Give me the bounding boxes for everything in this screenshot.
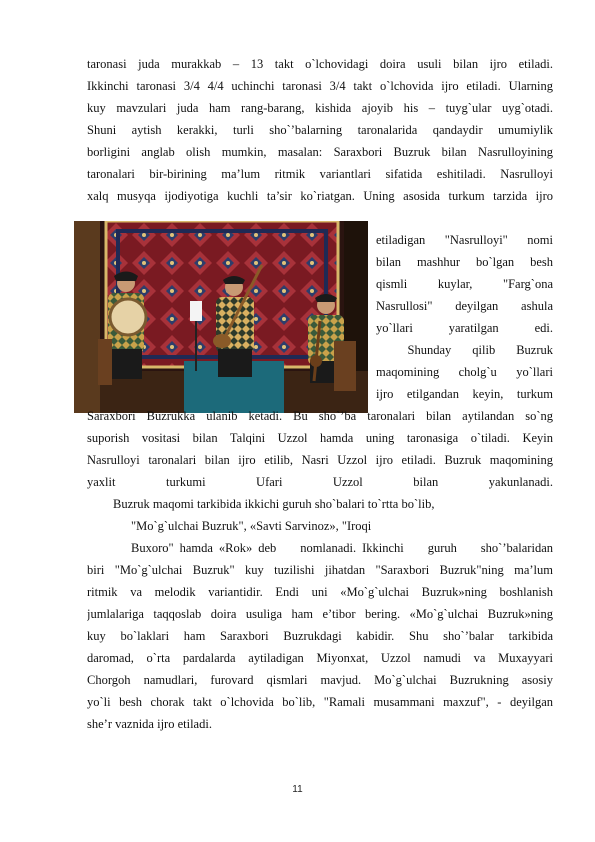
paragraph-line: ijro etilgandan keyin, turkum: [376, 387, 553, 401]
paragraph-line: maqomining cholg`u yo`llari: [376, 365, 553, 379]
paragraph-line: kuy mavzulari juda ham rang-barang, kishida ajoyib his – tuyg`ular uyg`otadi.: [87, 101, 553, 115]
page-number: 11: [292, 784, 303, 795]
paragraph-line: yaxlit turkumi Ufari Uzzol bilan yakunlanadi.: [87, 475, 553, 489]
paragraph-line: Nasrulloyi taronalari bilan ijro etilib, Nasri Uzzol ijro etiladi. Buzruk maqomining: [87, 453, 553, 467]
paragraph-line: ritmik va melodik variantidir. Endi uni «Mo`g`ulchai Buzruk»ning boshlanish: [87, 585, 553, 599]
paragraph-line: taronalari bir-birining ma’lum ritmik variantlari sifatida eshitiladi. Nasrulloyi: [87, 167, 553, 181]
paragraph-line: yo`llari yaratilgan edi.: [376, 321, 553, 335]
paragraph-line: xalq musyqa ijodiyotiga kuchli ta’sir ko`riatgan. Uning asosida turkum tarzida ijro: [87, 189, 553, 203]
paragraph-line: Ikkinchi taronasi 3/4 4/4 uchinchi taronasi 3/4 takt o`lchovida ijro etiladi. Ularning: [87, 79, 553, 93]
paragraph-line: "Mo`g`ulchai Buzruk", «Savti Sarvinoz», "Iroqi: [131, 519, 372, 533]
paragraph-line: she’r vaznida ijro etiladi.: [87, 717, 212, 731]
paragraph-line: kuy bo`laklari ham Saraxbori Buzrukdagi kabidir. Shu sho`’balar tarkibida: [87, 629, 553, 643]
paragraph-line: Shunday qilib Buzruk: [376, 343, 553, 357]
paragraph-line: Shuni aytish kerakki, turli sho`’balarning taronalarida qandaydir umumiylik: [87, 123, 553, 137]
paragraph-line: taronasi juda murakkab – 13 takt o`lchovidagi doira usuli bilan ijro etiladi.: [87, 57, 553, 71]
paragraph-line: etiladigan "Nasrulloyi" nomi: [376, 233, 553, 247]
paragraph-line: qismli kuylar, "Farg`ona: [376, 277, 553, 291]
paragraph-line: borligini anglab olish mumkin, masalan: Saraxbori Buzruk bilan Nasrulloyining: [87, 145, 553, 159]
paragraph-line: yo`li besh chorak takt o`lchovida bo`lib, "Ramali musammani maxzuf", - deyilgan: [87, 695, 553, 709]
paragraph-line: bilan mashhur bo`lgan besh: [376, 255, 553, 269]
paragraph-line: suporish vositasi bilan Talqini Uzzol hamda uning taronasiga o`tiladi. Keyin: [87, 431, 553, 445]
paragraph-line: Nasrullosi" deyilgan ashula: [376, 299, 553, 313]
paragraph-line: biri "Mo`g`ulchai Buzruk" kuy tuzilishi jihatdan "Saraxbori Buzruk"ning ma’lum: [87, 563, 553, 577]
paragraph-line: jumlalariga taqqoslab doira usuliga ham e’tibor bering. «Mo`g`ulchai Buzruk»ning: [87, 607, 553, 621]
paragraph-line: daromad, o`rta pardalarda aytiladigan Miyonxat, Uzzol namudi va Muxayyari: [87, 651, 553, 665]
musicians-photo: [74, 221, 368, 413]
paragraph-line: Saraxbori Buzrukka ulanib ketadi. Bu sho`’ba taronalari bilan aytilandan so`ng: [87, 409, 553, 423]
paragraph-line: Chorgoh namudlari, furovard qismlari mavjud. Mo`g`ulchai Buzrukning asosiy: [87, 673, 553, 687]
paragraph-line: Buxoro" hamda «Rok» deb nomlanadi. Ikkinchi guruh sho`’balaridan: [131, 541, 553, 555]
paragraph-line: Buzruk maqomi tarkibida ikkichi guruh sho`balari to`rtta bo`lib,: [113, 497, 435, 511]
